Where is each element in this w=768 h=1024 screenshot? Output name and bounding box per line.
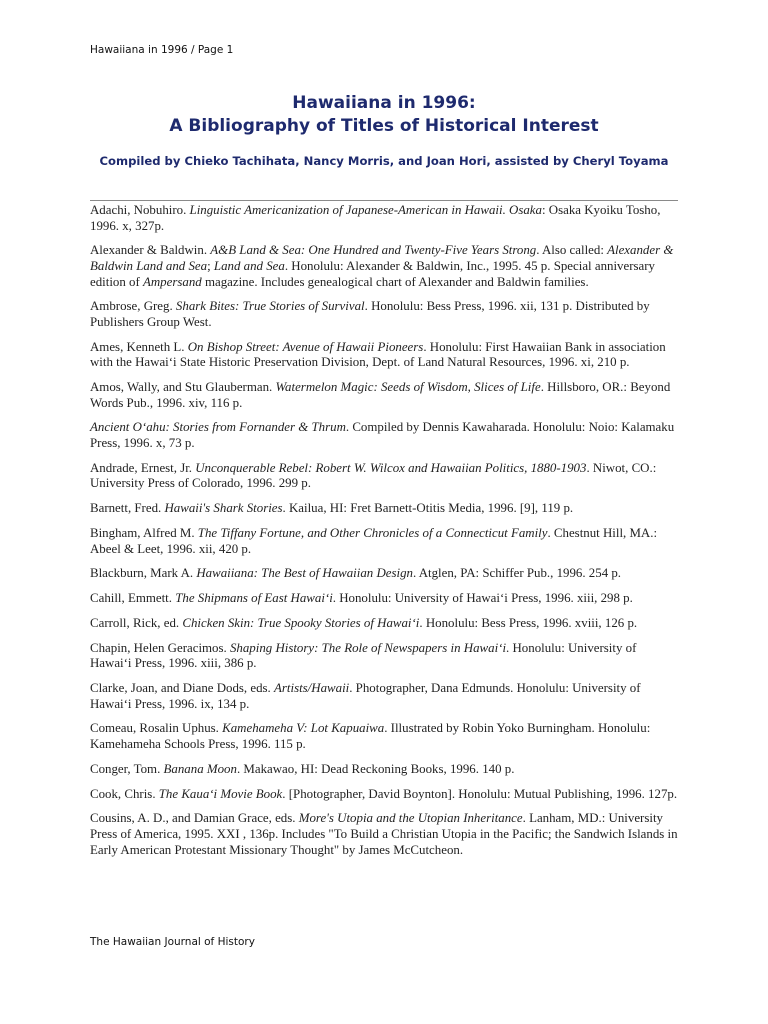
title-line-2: A Bibliography of Titles of Historical Interest [169, 116, 599, 136]
running-header: Hawaiiana in 1996 / Page 1 [90, 44, 234, 56]
bibliography-entry: Conger, Tom. Banana Moon. Makawao, HI: Dead Reckoning Books, 1996. 140 p. [90, 761, 515, 776]
bibliography-entry: Chapin, Helen Geracimos. Shaping History: The Role of Newspapers in Hawai‘i. Honolulu: University of Hawai‘i Press, 1996. xiii, 386 p. [90, 640, 637, 671]
bibliography-entry: Carroll, Rick, ed. Chicken Skin: True Spooky Stories of Hawai‘i. Honolulu: Bess Press, 1996. xviii, 126 p. [90, 615, 638, 630]
bibliography-entry: Barnett, Fred. Hawaii's Shark Stories. Kailua, HI: Fret Barnett-Otitis Media, 1996. [9], 119 p. [90, 501, 574, 516]
running-footer: The Hawaiian Journal of History [90, 936, 255, 948]
bibliography-entry: Bingham, Alfred M. The Tiffany Fortune, and Other Chronicles of a Connecticut Family. Chestnut Hill, MA.: Abeel & Leet, 1996. xii, 420 p. [90, 526, 658, 556]
bibliography-entry: Cook, Chris. The Kaua‘i Movie Book. [Photographer, David Boynton]. Honolulu: Mutual Publishing, 1996. 127p. [90, 786, 678, 801]
bibliography-entry: Cousins, A. D., and Damian Grace, eds. More's Utopia and the Utopian Inheritance. Lanham, MD.: University Press of America, 1995. XXI , 136p. Includes "To Build a Christian Utopia in the Pacific; the Sandwich Islands in Early American Protestant Missionary Thought" by James McCutcheon. [90, 811, 678, 857]
bibliography-entry: Andrade, Ernest, Jr. Unconquerable Rebel: Robert W. Wilcox and Hawaiian Politics, 1880-1903. Niwot, CO.: University Press of Colorado, 1996. 299 p. [90, 460, 657, 491]
bibliography-entry: Comeau, Rosalin Uphus. Kamehameha V: Lot Kapuaiwa. Illustrated by Robin Yoko Burningham. Honolulu: Kamehameha Schools Press, 1996. 115 p. [90, 721, 651, 752]
bibliography-entry: Amos, Wally, and Stu Glauberman. Watermelon Magic: Seeds of Wisdom, Slices of Life. Hillsboro, OR.: Beyond Words Pub., 1996. xiv, 116 p. [90, 380, 671, 410]
compilers-line: Compiled by Chieko Tachihata, Nancy Morris, and Joan Hori, assisted by Cheryl Toyama [99, 154, 669, 168]
bibliography-entry: Clarke, Joan, and Diane Dods, eds. Artists/Hawaii. Photographer, Dana Edmunds. Honolulu: University of Hawai‘i Press, 1996. ix, 134 p. [90, 681, 641, 711]
header-divider [90, 200, 678, 201]
bibliography-entry: Ambrose, Greg. Shark Bites: True Stories of Survival. Honolulu: Bess Press, 1996. xii, 131 p. Distributed by Publishers Group West. [90, 299, 650, 329]
bibliography-list [90, 203, 680, 867]
bibliography-entry: Cahill, Emmett. The Shipmans of East Hawai‘i. Honolulu: University of Hawai‘i Press, 1996. xiii, 298 p. [90, 591, 633, 606]
title-line-1: Hawaiiana in 1996: [292, 93, 476, 113]
bibliography-entry: Alexander & Baldwin. A&B Land & Sea: One Hundred and Twenty-Five Years Strong. Also called: Alexander & Baldwin Land and Sea; Land and Sea. Honolulu: Alexander & Baldwin, Inc., 1995. 45 p. Special anniversary edition of Ampersand magazine. Includes genealogical chart of Alexander and Baldwin families. [90, 243, 674, 289]
bibliography-entry: Ancient O‘ahu: Stories from Fornander & Thrum. Compiled by Dennis Kawaharada. Honolulu: Noio: Kalamaku Press, 1996. x, 73 p. [90, 420, 675, 451]
bibliography-entry: Ames, Kenneth L. On Bishop Street: Avenue of Hawaii Pioneers. Honolulu: First Hawaiian Bank in association with the Hawai‘i State Historic Preservation Division, Dept. of Land Natural Resources, 1996. xi, 210 p. [90, 339, 666, 370]
bibliography-entry: Adachi, Nobuhiro. Linguistic Americanization of Japanese-American in Hawaii. Osaka: Osaka Kyoiku Tosho, 1996. x, 327p. [90, 203, 661, 233]
page-title [90, 92, 678, 138]
bibliography-entry: Blackburn, Mark A. Hawaiiana: The Best of Hawaiian Design. Atglen, PA: Schiffer Pub., 1996. 254 p. [90, 566, 622, 581]
